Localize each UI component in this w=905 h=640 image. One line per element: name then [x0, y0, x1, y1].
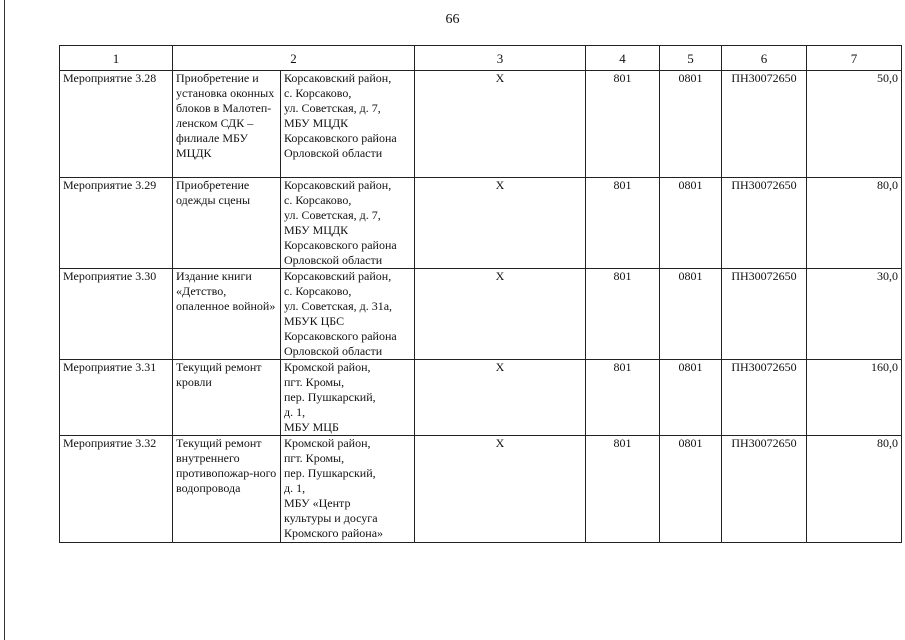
sum-value: 160,0 — [807, 360, 902, 436]
col3-value: Х — [415, 178, 586, 269]
table-row — [60, 360, 902, 436]
sum-value: 80,0 — [807, 436, 902, 543]
table-row — [60, 71, 902, 178]
event-address: Кромской район, пгт. Кромы, пер. Пушкарский, д. 1, МБУ МЦБ — [281, 360, 415, 436]
col5-value: 0801 — [660, 360, 722, 436]
table-row — [60, 178, 902, 269]
col3-value: Х — [415, 436, 586, 543]
col6-value: ПН30072650 — [722, 71, 807, 178]
col4-value: 801 — [586, 360, 660, 436]
event-number: Мероприятие 3.30 — [60, 269, 173, 360]
activities-table — [59, 45, 902, 543]
col5-value: 0801 — [660, 436, 722, 543]
header-col-2: 2 — [173, 46, 415, 71]
table-row — [60, 436, 902, 543]
event-address: Корсаковский район, с. Корсаково, ул. Советская, д. 31а, МБУК ЦБС Корсаковского района Орловской области — [281, 269, 415, 360]
sum-value: 80,0 — [807, 178, 902, 269]
col3-value: Х — [415, 71, 586, 178]
event-name: Приобретение одежды сцены — [173, 178, 281, 269]
event-address: Корсаковский район, с. Корсаково, ул. Советская, д. 7, МБУ МЦДК Корсаковского района Орловской области — [281, 71, 415, 178]
event-name: Текущий ремонт кровли — [173, 360, 281, 436]
event-number: Мероприятие 3.29 — [60, 178, 173, 269]
header-col-4: 4 — [586, 46, 660, 71]
col4-value: 801 — [586, 436, 660, 543]
event-address: Корсаковский район, с. Корсаково, ул. Советская, д. 7, МБУ МЦДК Корсаковского района Орловской области — [281, 178, 415, 269]
sum-value: 30,0 — [807, 269, 902, 360]
header-col-7: 7 — [807, 46, 902, 71]
col6-value: ПН30072650 — [722, 436, 807, 543]
event-name: Приобретение и установка оконных блоков в Малотеп-ленском СДК – филиале МБУ МЦДК — [173, 71, 281, 178]
event-number: Мероприятие 3.31 — [60, 360, 173, 436]
page-number: 66 — [445, 12, 460, 27]
event-name: Издание книги «Детство, опаленное войной» — [173, 269, 281, 360]
event-number: Мероприятие 3.28 — [60, 71, 173, 178]
col5-value: 0801 — [660, 178, 722, 269]
col4-value: 801 — [586, 71, 660, 178]
col6-value: ПН30072650 — [722, 178, 807, 269]
col5-value: 0801 — [660, 269, 722, 360]
header-col-6: 6 — [722, 46, 807, 71]
table-row — [60, 269, 902, 360]
left-margin-line — [4, 0, 5, 640]
col6-value: ПН30072650 — [722, 360, 807, 436]
header-col-5: 5 — [660, 46, 722, 71]
event-name: Текущий ремонт внутреннего противопожар-ного водопровода — [173, 436, 281, 543]
header-col-3: 3 — [415, 46, 586, 71]
sum-value: 50,0 — [807, 71, 902, 178]
header-row — [60, 46, 902, 71]
col4-value: 801 — [586, 178, 660, 269]
event-address: Кромской район, пгт. Кромы, пер. Пушкарский, д. 1, МБУ «Центр культуры и досуга Кромского района» — [281, 436, 415, 543]
col6-value: ПН30072650 — [722, 269, 807, 360]
event-number: Мероприятие 3.32 — [60, 436, 173, 543]
col4-value: 801 — [586, 269, 660, 360]
col3-value: Х — [415, 360, 586, 436]
header-col-1: 1 — [60, 46, 173, 71]
col5-value: 0801 — [660, 71, 722, 178]
col3-value: Х — [415, 269, 586, 360]
